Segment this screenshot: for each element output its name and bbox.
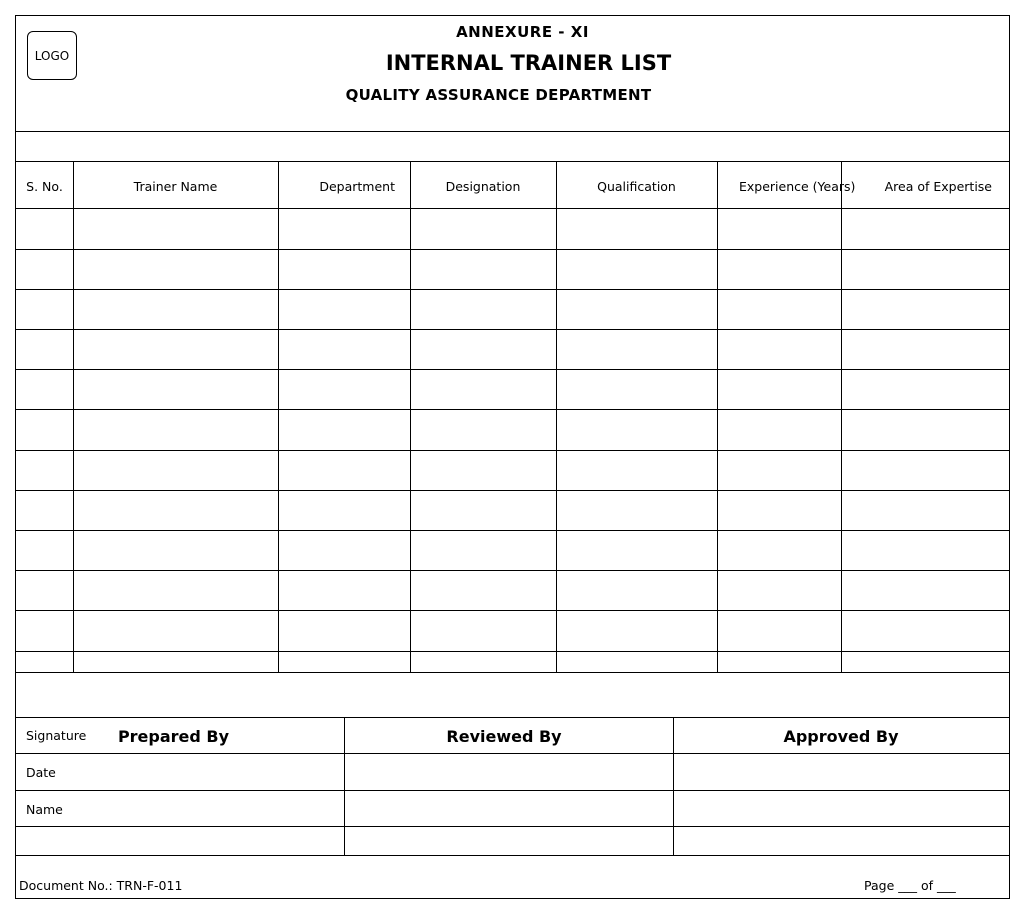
row-divider	[16, 409, 1009, 410]
row-divider	[16, 329, 1009, 330]
column-header-designation: Designation	[445, 178, 521, 194]
row-divider	[16, 490, 1009, 491]
column-separator	[410, 161, 411, 672]
column-separator	[841, 161, 842, 672]
date-label: Date	[26, 765, 56, 780]
row-divider	[16, 450, 1009, 451]
table-bottom-border	[16, 672, 1009, 673]
table-top-border	[16, 161, 1009, 162]
column-separator	[73, 161, 74, 672]
signoff-row-divider	[16, 753, 1009, 754]
logo: LOGO	[27, 31, 77, 80]
row-divider	[16, 610, 1009, 611]
signoff-row-divider	[16, 826, 1009, 827]
row-divider	[16, 530, 1009, 531]
row-divider	[16, 570, 1009, 571]
name-label: Name	[26, 802, 63, 817]
column-header-s-no: S. No.	[26, 178, 63, 194]
department-subtitle: QUALITY ASSURANCE DEPARTMENT	[345, 86, 652, 104]
signoff-row-divider	[16, 790, 1009, 791]
page-title: INTERNAL TRAINER LIST	[385, 51, 672, 75]
signoff-bottom-border	[16, 855, 1009, 856]
row-divider	[16, 289, 1009, 290]
column-header-experience: Experience (Years)	[739, 178, 856, 194]
approved-by-heading: Approved By	[783, 727, 899, 746]
document-number: Document No.: TRN-F-011	[19, 878, 183, 893]
row-divider	[16, 369, 1009, 370]
signature-label: Signature	[26, 728, 87, 743]
column-separator	[717, 161, 718, 672]
signoff-top-border	[16, 717, 1009, 718]
prepared-by-heading: Prepared By	[117, 727, 230, 746]
reviewed-by-heading: Reviewed By	[446, 727, 562, 746]
row-divider	[16, 249, 1009, 250]
column-header-department: Department	[319, 178, 395, 194]
column-separator	[278, 161, 279, 672]
column-header-trainer-name: Trainer Name	[133, 178, 218, 194]
column-header-qualification: Qualification	[597, 178, 676, 194]
column-header-area-of-expertise: Area of Expertise	[884, 178, 992, 194]
row-divider	[16, 651, 1009, 652]
page-number: Page ___ of ___	[864, 878, 956, 893]
column-separator	[556, 161, 557, 672]
trainer-list-form	[15, 15, 1010, 899]
annexure-label: ANNEXURE - XI	[456, 23, 589, 41]
header-divider	[16, 131, 1009, 132]
